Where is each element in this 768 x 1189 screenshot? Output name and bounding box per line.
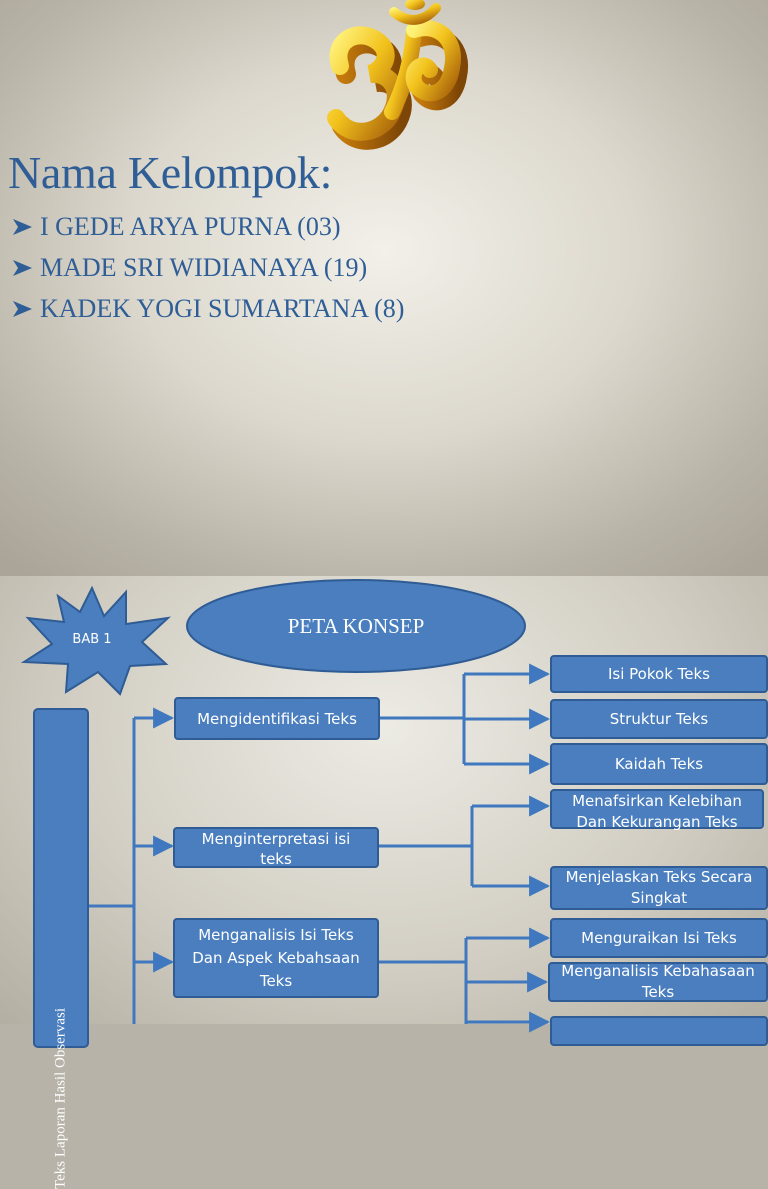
- level1-node-identify: [174, 697, 380, 740]
- node-label: Menginterpretasi isi teks: [201, 830, 351, 868]
- node-label: Menguraikan Isi Teks: [581, 929, 737, 947]
- member-item: [10, 288, 404, 329]
- group-title: Nama Kelompok:: [8, 147, 333, 198]
- slide-concept-map: [0, 576, 768, 1189]
- node-label: Mengidentifikasi Teks: [197, 709, 357, 728]
- node-label: Menjelaskan Teks Secara Singkat: [565, 868, 753, 907]
- level2-node: [550, 866, 768, 910]
- level2-node: [550, 743, 768, 785]
- member-name: I GEDE ARYA PURNA (03): [40, 211, 341, 241]
- arrow-bullet-icon: [10, 217, 36, 237]
- node-label: Menganalisis Isi Teks Dan Aspek Kebahsaan Teks: [192, 925, 360, 990]
- root-node: [33, 708, 89, 1189]
- member-list: [10, 206, 404, 329]
- node-label: Menafsirkan Kelebihan Dan Kekurangan Teks: [572, 792, 742, 831]
- node-label: Struktur Teks: [609, 710, 709, 728]
- chapter-badge: BAB 1: [72, 632, 112, 647]
- arrow-bullet-icon: [10, 299, 36, 319]
- member-name: KADEK YOGI SUMARTANA (8): [40, 293, 405, 323]
- arrow-bullet-icon: [10, 258, 36, 278]
- level1-node-analyze: [173, 918, 379, 998]
- level1-node-interpret: [173, 827, 379, 868]
- level2-node: [548, 962, 768, 1002]
- om-symbol-icon: [318, 0, 472, 148]
- root-node-label: Teks Laporan Hasil Observasi: [52, 1008, 69, 1189]
- level2-node-partial: [550, 1016, 768, 1046]
- member-item: [10, 206, 404, 247]
- level2-node: [550, 789, 764, 829]
- level2-node: [550, 655, 768, 693]
- slide-group-members: [0, 0, 768, 576]
- level2-node: [550, 699, 768, 739]
- concept-map-title: PETA KONSEP: [287, 613, 425, 638]
- node-label: Menganalisis Kebahasaan Teks: [561, 962, 755, 1001]
- node-label: Isi Pokok Teks: [608, 665, 710, 683]
- level2-node: [550, 918, 768, 958]
- node-label: Kaidah Teks: [614, 755, 704, 773]
- member-name: MADE SRI WIDIANAYA (19): [40, 252, 368, 282]
- member-item: [10, 247, 404, 288]
